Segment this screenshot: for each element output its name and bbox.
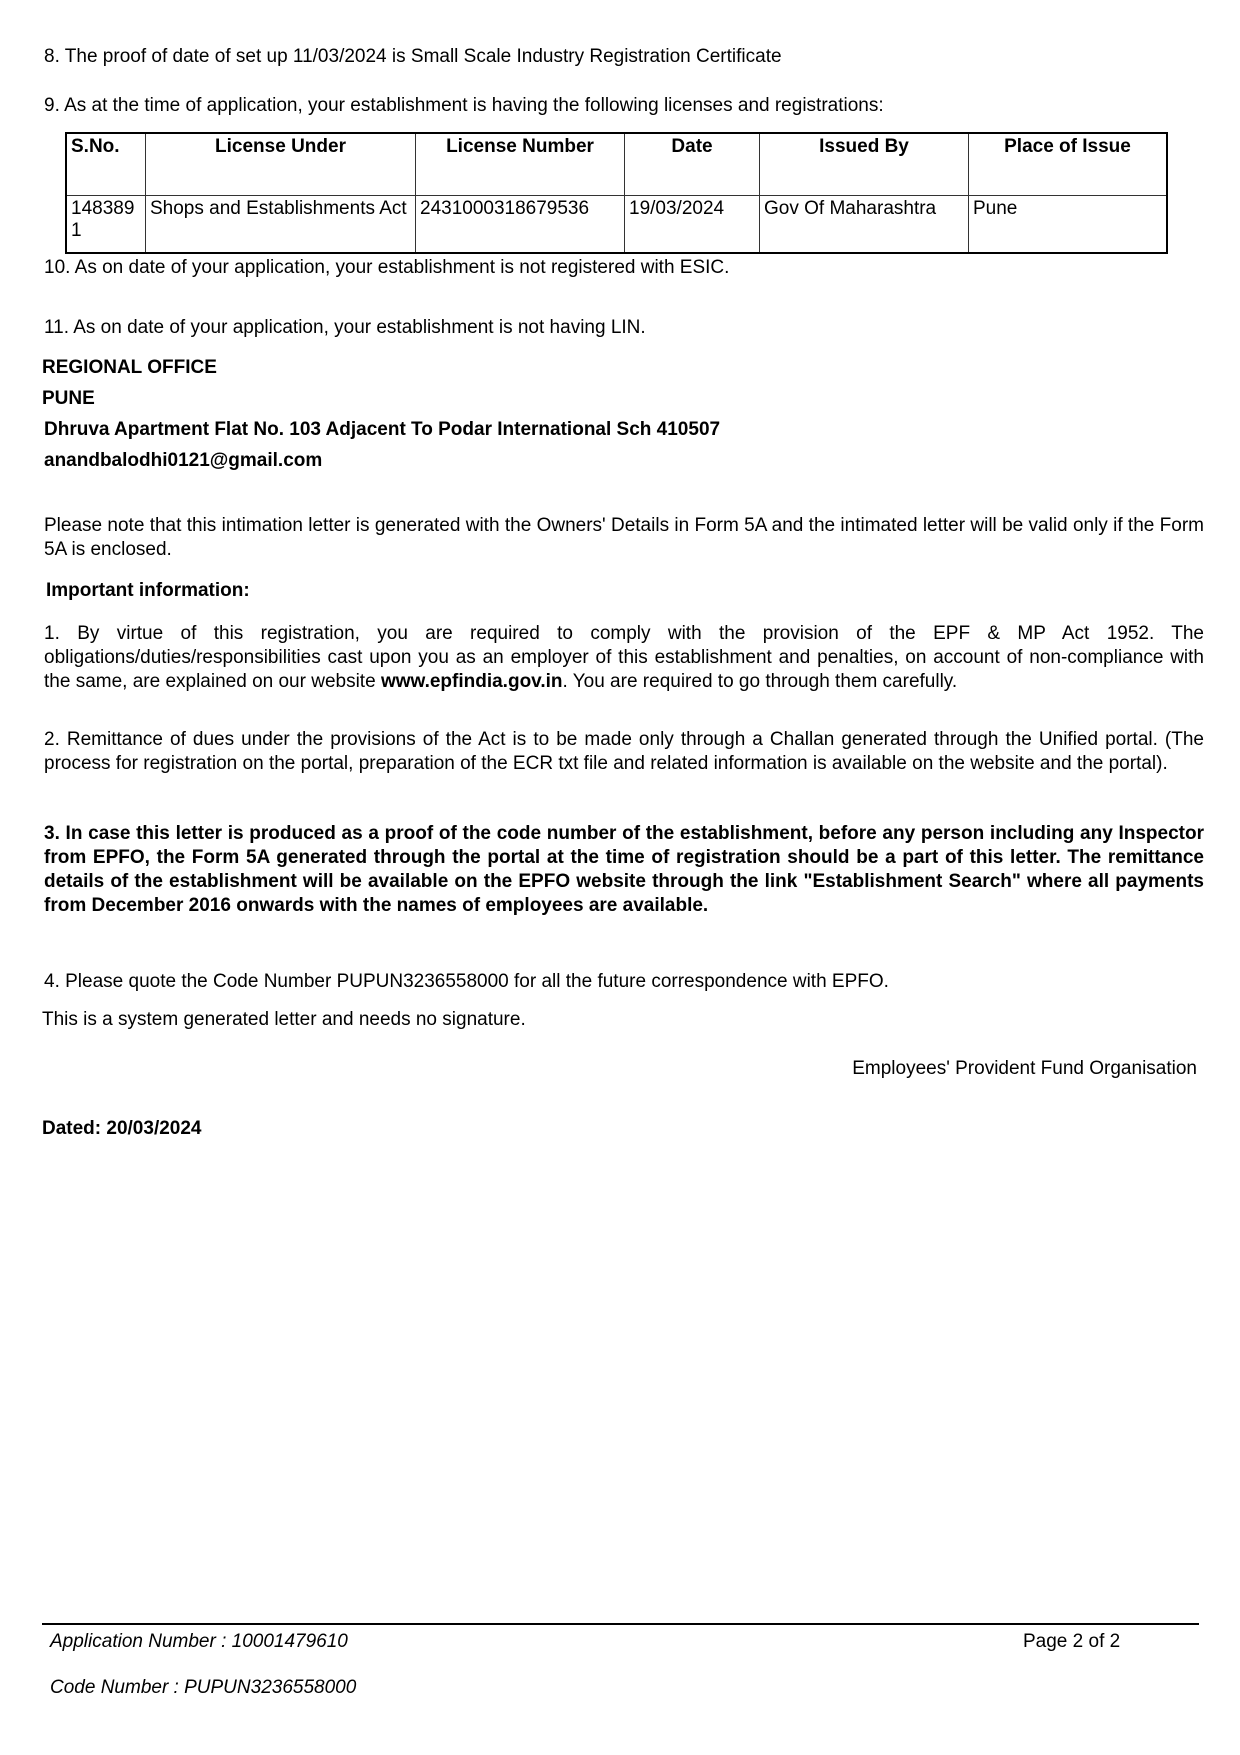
regional-office-email: anandbalodhi0121@gmail.com [44, 450, 323, 471]
header-license-number: License Number [416, 133, 625, 196]
regional-office-address: Dhruva Apartment Flat No. 103 Adjacent To Podar International Sch 410507 [44, 419, 721, 440]
header-sno: S.No. [66, 133, 146, 196]
cell-place-of-issue: Pune [969, 196, 1168, 254]
header-date: Date [625, 133, 760, 196]
important-point-2: 2. Remittance of dues under the provisions of the Act is to be made only through a Challan generated through the Unified portal. (The process for registration on the portal, preparation of the ECR txt file and related information is available on the website and the portal). [44, 729, 1204, 774]
signatory: Employees' Provident Fund Organisation [852, 1058, 1197, 1079]
point-1-text: 1. By virtue of this registration, you are required to comply with the provision of the EPF & MP Act 1952. The obligations/duties/responsibilities cast upon you as an employer of this establishment and penalties, on account of non-compliance with the same, are explained on our website [44, 623, 1204, 692]
important-information-heading: Important information: [46, 580, 250, 601]
form-5a-note: Please note that this intimation letter is generated with the Owners' Details in Form 5A and the intimated letter will be valid only if the Form 5A is enclosed. [44, 515, 1204, 560]
regional-office-city: PUNE [42, 388, 95, 409]
regional-office-heading: REGIONAL OFFICE [42, 357, 217, 378]
important-point-1 [44, 622, 1204, 694]
license-table [65, 132, 1168, 254]
table-row [66, 196, 1167, 254]
cell-license-number: 2431000318679536 [416, 196, 625, 254]
item-8-setup-proof: 8. The proof of date of set up 11/03/2024 is Small Scale Industry Registration Certificate [44, 46, 782, 67]
point-1-text-end: . You are required to go through them carefully. [562, 671, 958, 692]
footer-page-number: Page 2 of 2 [1023, 1631, 1121, 1652]
footer-divider [42, 1623, 1199, 1625]
header-place-of-issue: Place of Issue [969, 133, 1168, 196]
cell-license-under: Shops and Establishments Act [146, 196, 416, 254]
epfindia-website-link[interactable]: www.epfindia.gov.in [380, 671, 563, 692]
item-9-licenses-intro: 9. As at the time of application, your establishment is having the following licenses and registrations: [44, 95, 884, 116]
cell-issued-by: Gov Of Maharashtra [760, 196, 969, 254]
item-10-esic-status: 10. As on date of your application, your establishment is not registered with ESIC. [44, 257, 730, 278]
header-license-under: License Under [146, 133, 416, 196]
cell-date: 19/03/2024 [625, 196, 760, 254]
footer-code-number: Code Number : PUPUN3236558000 [50, 1677, 357, 1698]
important-point-4: 4. Please quote the Code Number PUPUN3236558000 for all the future correspondence with EPFO. [44, 971, 889, 992]
cell-sno: 1483891 [66, 196, 146, 254]
important-point-3: 3. In case this letter is produced as a proof of the code number of the establishment, before any person including any Inspector from EPFO, the Form 5A generated through the portal at the time of registration should be a part of this letter. The remittance details of the establishment will be available on the EPFO website through the link "Establishment Search" where all payments from December 2016 onwards with the names of employees are available. [44, 823, 1204, 916]
header-issued-by: Issued By [760, 133, 969, 196]
dated: Dated: 20/03/2024 [42, 1118, 202, 1139]
item-11-lin-status: 11. As on date of your application, your establishment is not having LIN. [44, 317, 646, 338]
footer-application-number: Application Number : 10001479610 [50, 1631, 348, 1652]
system-generated-note: This is a system generated letter and needs no signature. [42, 1009, 526, 1030]
license-table-header-row [66, 133, 1167, 196]
